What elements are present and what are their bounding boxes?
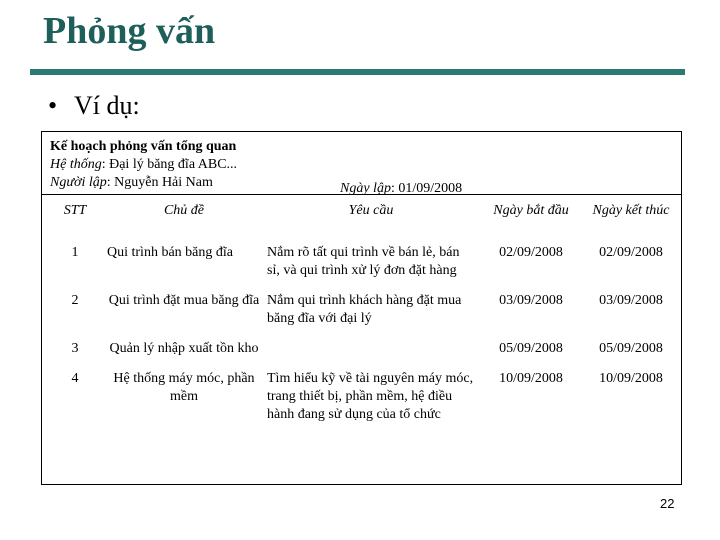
row-topic: Hệ thống máy móc, phần mềm [113, 371, 255, 404]
row-stt: 4 [71, 371, 79, 386]
table-header-row [46, 196, 678, 239]
bullet-line [48, 90, 140, 122]
column-header-stt: STT [63, 203, 87, 218]
row-topic: Qui trình đặt mua băng đĩa [108, 293, 260, 308]
row-requirement [264, 335, 478, 365]
row-start-date: 02/09/2008 [499, 245, 563, 260]
row-end-date: 10/09/2008 [599, 371, 663, 386]
interview-plan-table [46, 196, 678, 430]
table-row [46, 365, 678, 431]
row-topic: Quản lý nhập xuất tồn kho [109, 341, 259, 356]
date-label: Ngày lập [340, 181, 391, 196]
table-row [46, 287, 678, 335]
system-label: Hệ thống [50, 157, 102, 172]
page-number: 22 [660, 496, 675, 511]
author-value: : Nguyễn Hải Nam [106, 175, 213, 190]
row-start-date: 03/09/2008 [499, 293, 563, 308]
header-divider [42, 194, 681, 195]
row-end-date: 02/09/2008 [599, 245, 663, 260]
plan-header [50, 138, 670, 196]
system-value: : Đại lý băng đĩa ABC... [101, 157, 238, 172]
table-row [46, 239, 678, 287]
bullet-text: Ví dụ: [74, 91, 140, 120]
row-end-date: 03/09/2008 [599, 293, 663, 308]
column-header-end-date: Ngày kết thúc [592, 203, 670, 218]
table-row [46, 335, 678, 365]
row-start-date: 10/09/2008 [499, 371, 563, 386]
interview-plan-box [41, 131, 682, 485]
column-header-requirement: Yêu cầu [348, 203, 394, 218]
system-line [50, 156, 670, 174]
date-value: : 01/09/2008 [390, 181, 463, 196]
bullet-marker: • [48, 91, 58, 120]
title-divider [30, 69, 685, 75]
row-stt: 2 [71, 293, 79, 308]
author-label: Người lập [50, 175, 107, 190]
row-stt: 1 [71, 245, 79, 260]
row-start-date: 05/09/2008 [499, 341, 563, 356]
row-requirement: Nắm rõ tất qui trình về bán lẻ, bán sỉ, và qui trình xử lý đơn đặt hàng [267, 245, 460, 278]
row-stt: 3 [71, 341, 79, 356]
slide-title: Phỏng vấn [43, 10, 216, 52]
row-requirement: Nắm qui trình khách hàng đặt mua băng đĩa với đại lý [267, 293, 462, 326]
row-requirement: Tìm hiểu kỹ về tài nguyên máy móc, trang thiết bị, phần mềm, hệ điều hành đang sử dụng của tổ chức [267, 371, 474, 422]
row-topic: Qui trình bán băng đĩa [107, 245, 233, 260]
column-header-start-date: Ngày bắt đầu [493, 203, 569, 218]
row-end-date: 05/09/2008 [599, 341, 663, 356]
column-header-topic: Chủ đề [163, 203, 205, 218]
plan-heading: Kế hoạch phỏng vấn tổng quan [50, 139, 237, 154]
